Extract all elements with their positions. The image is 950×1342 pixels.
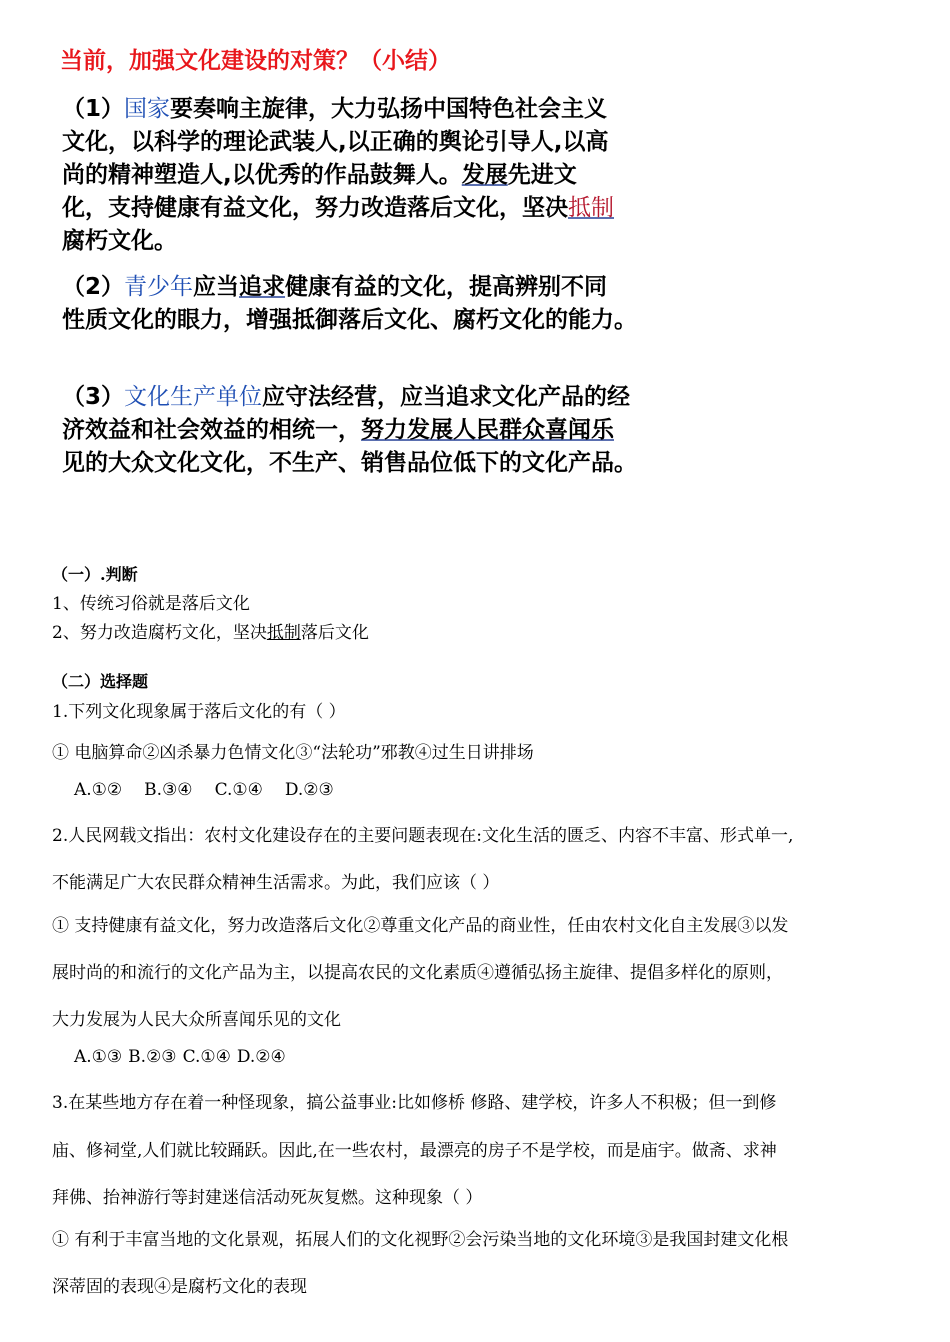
p3-line-1: （3）文化生产单位应守法经营，应当追求文化产品的经 bbox=[62, 384, 631, 410]
p1-line-3: 尚的精神塑造人,以优秀的作品鼓舞人。发展先进文 bbox=[62, 162, 577, 188]
question-3-line-1: 3.在某些地方存在着一种怪现象，搞公益事业:比如修桥 修路、建学校，许多人不积极；但一到修 bbox=[52, 1093, 777, 1113]
question-2-line-1: 2.人民网载文指出：农村文化建设存在的主要问题表现在:文化生活的匮乏、内容不丰富、形式单一, bbox=[52, 826, 794, 846]
question-2-line-2: 不能满足广大农民群众精神生活需求。为此，我们应该（ ） bbox=[52, 873, 500, 893]
question-3-items-1: ① 有利于丰富当地的文化景观，拓展人们的文化视野②会污染当地的文化环境③是我国封建文化根 bbox=[52, 1230, 789, 1250]
question-1-items: ① 电脑算命②凶杀暴力色情文化③“法轮功”邪教④过生日讲排场 bbox=[52, 743, 534, 763]
p2-line-1: （2）青少年应当追求健康有益的文化，提高辨别不同 bbox=[62, 274, 608, 300]
question-2-options bbox=[74, 1047, 292, 1067]
keyword-producers: 文化生产单位 bbox=[124, 384, 263, 410]
section-choice-title: （二）选择题 bbox=[52, 672, 149, 691]
page-title: 当前，加强文化建设的对策？（小结） bbox=[60, 48, 451, 74]
option-d[interactable]: D.②③ bbox=[284, 780, 334, 800]
p2-line-2: 性质文化的眼力，增强抵御落后文化、腐朽文化的能力。 bbox=[62, 307, 637, 333]
p1-line-4: 化，支持健康有益文化，努力改造落后文化，坚决抵制 bbox=[62, 195, 614, 221]
summary-paragraph-2 bbox=[62, 271, 637, 337]
option-b[interactable]: B.②③ bbox=[128, 1047, 177, 1067]
p1-line-5: 腐朽文化。 bbox=[62, 228, 177, 254]
option-b[interactable]: B.③④ bbox=[144, 780, 193, 800]
keyword-youth: 青少年 bbox=[124, 274, 194, 300]
question-3-items-2: 深蒂固的表现④是腐朽文化的表现 bbox=[52, 1277, 307, 1297]
question-3-line-2: 庙、修祠堂,人们就比较踊跃。因此,在一些农村，最漂亮的房子不是学校，而是庙宇。做斋、求神 bbox=[52, 1141, 777, 1161]
judge-item-2: 2、努力改造腐朽文化，坚决抵制落后文化 bbox=[52, 623, 369, 643]
p1-line-2: 文化，以科学的理论武装人,以正确的舆论引导人,以高 bbox=[62, 129, 609, 155]
question-2-items-3: 大力发展为人民大众所喜闻乐见的文化 bbox=[52, 1010, 341, 1030]
keyword-resist: 抵制 bbox=[568, 195, 614, 221]
judge-item-1: 1、传统习俗就是落后文化 bbox=[52, 594, 250, 614]
summary-paragraph-3 bbox=[62, 381, 637, 480]
option-d[interactable]: D.②④ bbox=[236, 1047, 286, 1067]
question-1-options bbox=[74, 780, 356, 800]
keyword-country: 国家 bbox=[124, 96, 171, 122]
section-judge-title: （一）.判断 bbox=[52, 565, 138, 584]
question-3-line-3: 拜佛、抬神游行等封建迷信活动死灰复燃。这种现象（ ） bbox=[52, 1188, 483, 1208]
option-a[interactable]: A.①③ bbox=[74, 1047, 123, 1067]
option-a[interactable]: A.①② bbox=[74, 780, 123, 800]
p3-line-2: 济效益和社会效益的相统一，努力发展人民群众喜闻乐 bbox=[62, 417, 614, 443]
question-2-items-2: 展时尚的和流行的文化产品为主，以提高农民的文化素质④遵循弘扬主旋律、提倡多样化的原则， bbox=[52, 963, 783, 983]
option-c[interactable]: C.①④ bbox=[182, 1047, 231, 1067]
summary-paragraph-1 bbox=[62, 93, 614, 258]
option-c[interactable]: C.①④ bbox=[214, 780, 263, 800]
p3-line-3: 见的大众文化文化，不生产、销售品位低下的文化产品。 bbox=[62, 450, 637, 476]
question-2-items-1: ① 支持健康有益文化，努力改造落后文化②尊重文化产品的商业性，任由农村文化自主发展③以发 bbox=[52, 916, 789, 936]
question-1: 1.下列文化现象属于落后文化的有（ ） bbox=[52, 702, 346, 722]
p1-line-1: （1）国家要奏响主旋律，大力弘扬中国特色社会主义 bbox=[62, 96, 608, 122]
